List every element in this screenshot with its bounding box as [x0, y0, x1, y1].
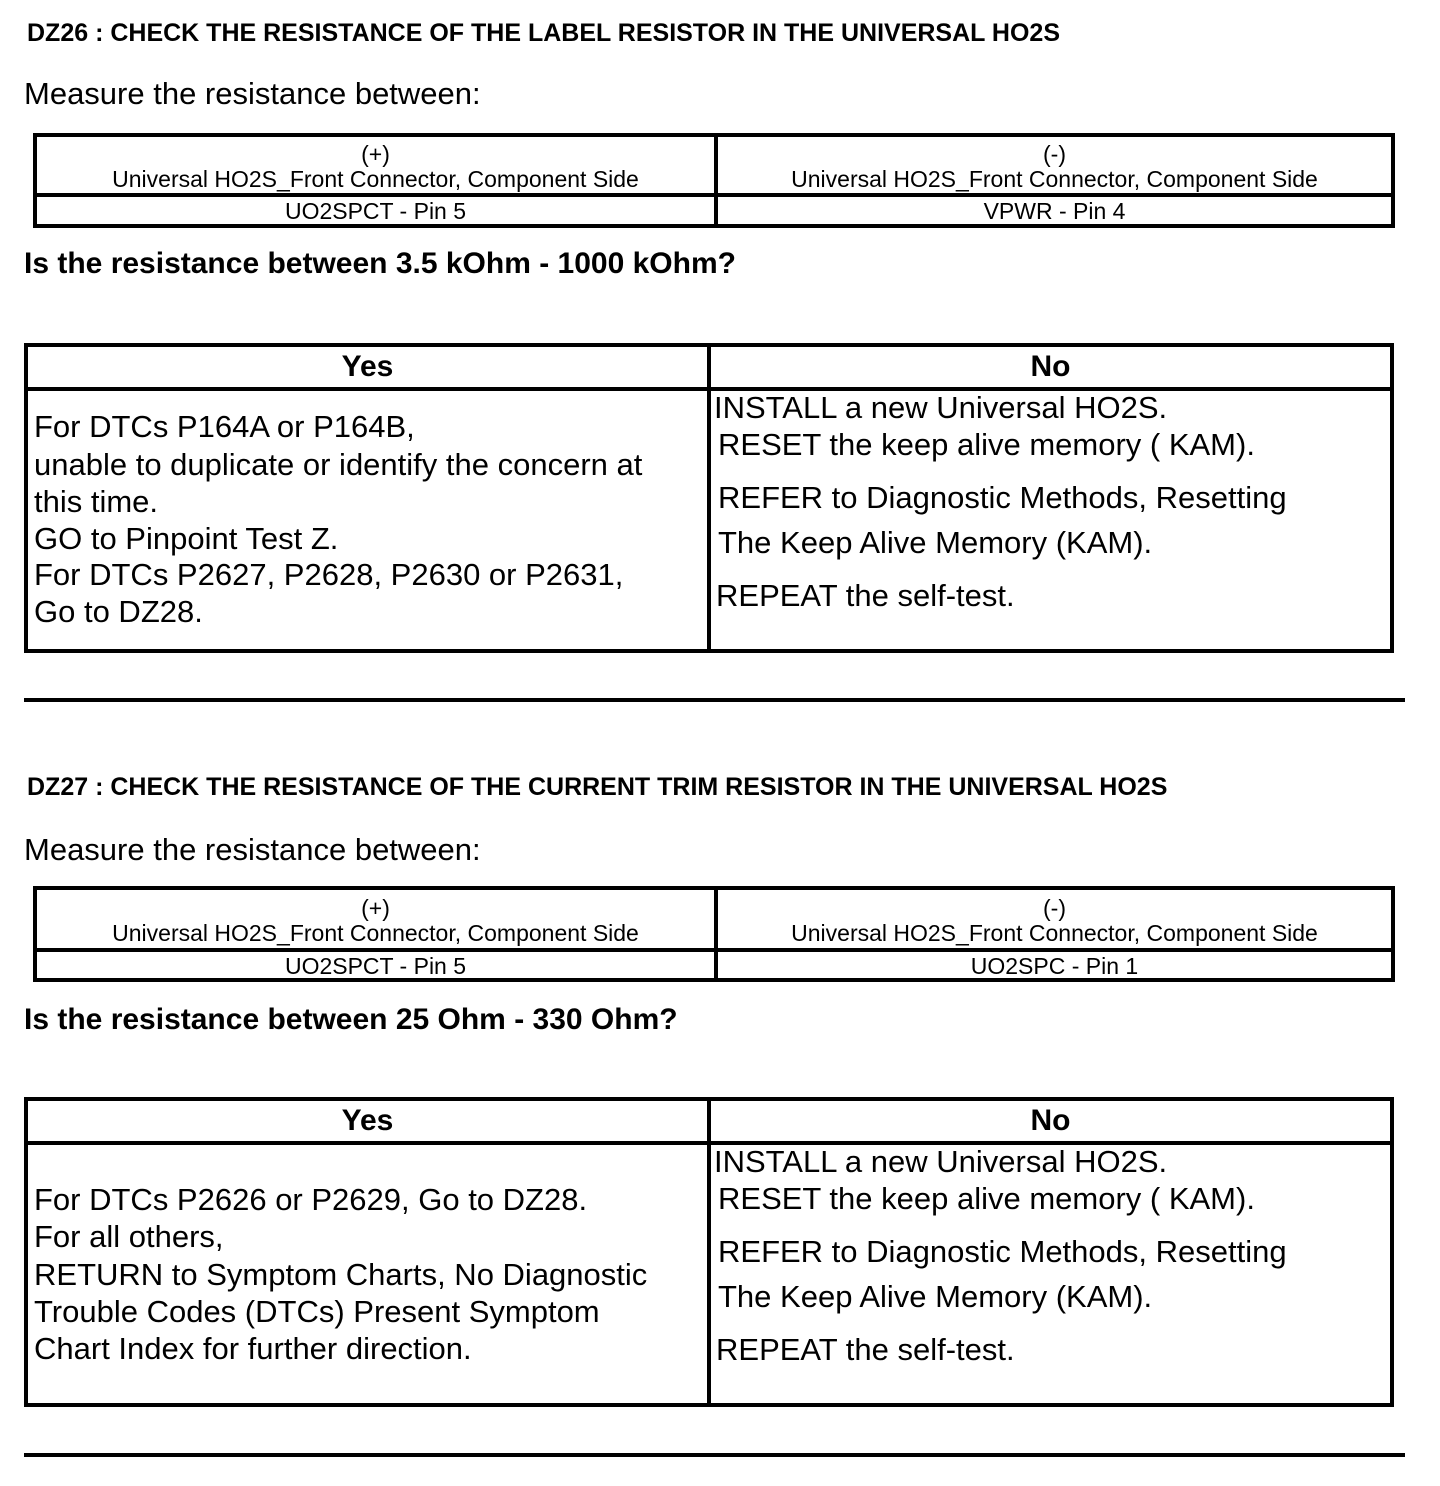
plus-sign: (+): [361, 141, 390, 167]
yes-line: For DTCs P2626 or P2629, Go to DZ28.: [34, 1182, 588, 1217]
pin-table-dz26: [33, 133, 1395, 228]
step-title-dz27: DZ27 : CHECK THE RESISTANCE OF THE CURRENT TRIM RESISTOR IN THE UNIVERSAL HO2S: [27, 773, 1168, 801]
no-line: RESET the keep alive memory ( KAM).: [718, 427, 1255, 462]
plus-pin: UO2SPCT - Pin 5: [284, 198, 467, 224]
no-line: INSTALL a new Universal HO2S.: [714, 390, 1168, 425]
measure-label-dz26: Measure the resistance between:: [24, 76, 481, 111]
plus-probe-cell: [37, 896, 714, 946]
no-line: The Keep Alive Memory (KAM).: [718, 1279, 1153, 1314]
pin-table-dz27: [33, 886, 1395, 982]
yes-no-header-divider: [28, 1141, 1390, 1145]
yes-line: Trouble Codes (DTCs) Present Symptom: [34, 1294, 600, 1329]
yes-line: Go to DZ28.: [34, 594, 203, 629]
minus-pin: VPWR - Pin 4: [983, 198, 1126, 224]
plus-pin: UO2SPCT - Pin 5: [284, 953, 467, 979]
no-line: INSTALL a new Universal HO2S.: [714, 1144, 1168, 1179]
minus-pin: UO2SPC - Pin 1: [970, 953, 1139, 979]
no-line: REFER to Diagnostic Methods, Resetting: [718, 480, 1287, 515]
yes-line: GO to Pinpoint Test Z.: [34, 521, 339, 556]
plus-connector: Universal HO2S_Front Connector, Component Side: [112, 166, 639, 192]
minus-connector: Universal HO2S_Front Connector, Component Side: [791, 166, 1318, 192]
no-line: The Keep Alive Memory (KAM).: [718, 525, 1153, 560]
yes-no-divider: [707, 347, 711, 649]
yes-no-divider: [707, 1101, 711, 1403]
no-line: REPEAT the self-test.: [716, 1332, 1015, 1367]
yes-line: unable to duplicate or identify the concern at: [34, 447, 643, 482]
question-dz27: Is the resistance between 25 Ohm - 330 Ohm?: [24, 1003, 678, 1036]
section-divider: [24, 698, 1405, 702]
minus-probe-cell: [718, 142, 1391, 192]
yes-line: For DTCs P164A or P164B,: [34, 409, 415, 444]
yes-line: For all others,: [34, 1219, 224, 1254]
yes-no-header-divider: [28, 387, 1390, 391]
minus-probe-cell: [718, 896, 1391, 946]
yes-line: For DTCs P2627, P2628, P2630 or P2631,: [34, 557, 624, 592]
pin-table-row-divider: [37, 193, 1391, 197]
no-line: REFER to Diagnostic Methods, Resetting: [718, 1234, 1287, 1269]
no-line: RESET the keep alive memory ( KAM).: [718, 1181, 1255, 1216]
step-title-dz26: DZ26 : CHECK THE RESISTANCE OF THE LABEL RESISTOR IN THE UNIVERSAL HO2S: [27, 19, 1060, 47]
pin-table-row-divider: [37, 948, 1391, 952]
plus-connector: Universal HO2S_Front Connector, Component Side: [112, 920, 639, 946]
yes-header: Yes: [341, 1104, 394, 1137]
plus-probe-cell: [37, 142, 714, 192]
section-divider: [24, 1453, 1405, 1457]
no-header: No: [1030, 350, 1071, 383]
no-header: No: [1030, 1104, 1071, 1137]
yes-line: this time.: [34, 484, 159, 519]
minus-sign: (-): [1043, 141, 1066, 167]
yes-line: Chart Index for further direction.: [34, 1331, 472, 1366]
measure-label-dz27: Measure the resistance between:: [24, 832, 481, 867]
question-dz26: Is the resistance between 3.5 kOhm - 1000 kOhm?: [24, 247, 736, 280]
minus-connector: Universal HO2S_Front Connector, Component Side: [791, 920, 1318, 946]
yes-no-table-dz27: [24, 1097, 1394, 1407]
minus-sign: (-): [1043, 895, 1066, 921]
plus-sign: (+): [361, 895, 390, 921]
no-line: REPEAT the self-test.: [716, 578, 1015, 613]
yes-no-table-dz26: [24, 343, 1394, 653]
yes-header: Yes: [341, 350, 394, 383]
yes-line: RETURN to Symptom Charts, No Diagnostic: [34, 1257, 648, 1292]
